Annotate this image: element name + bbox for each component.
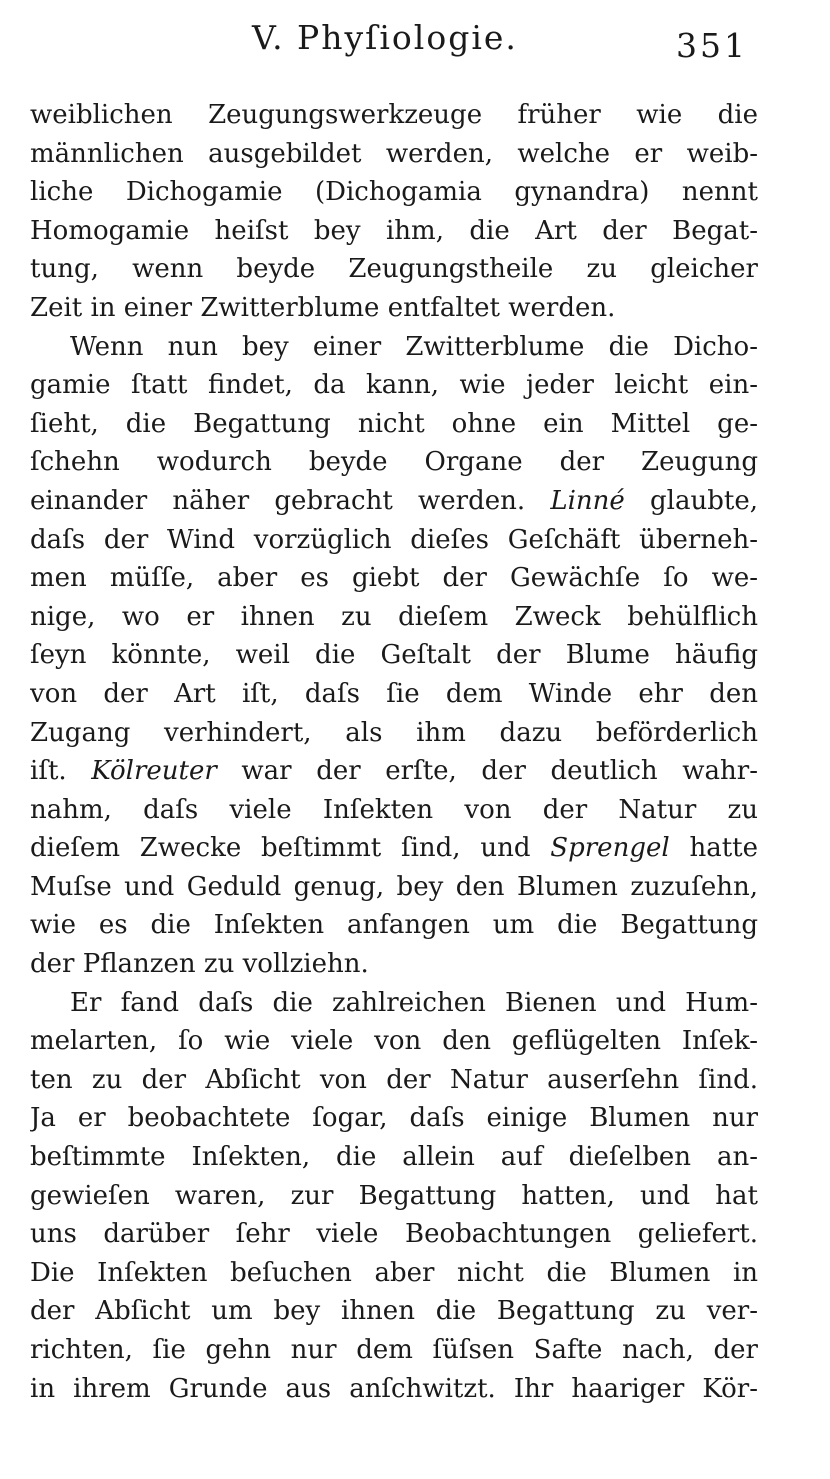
text-line: Er fand daſs die zahlreichen Bienen und Hum- bbox=[70, 987, 758, 1018]
text-line: gamie ſtatt findet, da kann, wie jeder leicht ein- bbox=[30, 370, 758, 401]
text-line: wie es die Inſekten anfangen um die Begattung bbox=[30, 910, 758, 941]
text-line: liche Dichogamie (Dichogamia gynandra) nennt bbox=[30, 177, 758, 208]
text-line: ſieht, die Begattung nicht ohne ein Mittel ge- bbox=[30, 408, 758, 439]
text-line bbox=[30, 752, 758, 791]
text-line: melarten, ſo wie viele von den geflügelten Inſek- bbox=[30, 1026, 758, 1057]
line-text: einander näher gebracht werden. bbox=[30, 485, 551, 516]
text-line: richten, ſie gehn nur dem ſüſsen Safte nach, der bbox=[30, 1335, 758, 1365]
paragraph-3 bbox=[30, 984, 758, 1409]
text-line: ten zu der Abſicht von der Natur auserſehn ſind. bbox=[30, 1064, 758, 1095]
text-line: Ja er beobachtete ſogar, daſs einige Blumen nur bbox=[30, 1103, 758, 1134]
text-line: gewieſen waren, zur Begattung hatten, und hat bbox=[30, 1180, 758, 1211]
text-line bbox=[30, 482, 758, 521]
text-line bbox=[30, 829, 758, 868]
line-text: hatte bbox=[669, 833, 758, 864]
text-line: daſs der Wind vorzüglich dieſes Geſchäft überneh- bbox=[30, 524, 758, 555]
person-name-koelreuter: Kölreuter bbox=[91, 756, 217, 787]
line-text: glaubte, bbox=[624, 485, 758, 516]
text-line: von der Art iſt, daſs ſie dem Winde ehr den bbox=[30, 678, 758, 709]
line-text: war der erſte, der deutlich wahr- bbox=[216, 756, 758, 787]
text-line: Zeit in einer Zwitterblume entfaltet werden. bbox=[30, 292, 616, 323]
text-line: ſeyn könnte, weil die Geſtalt der Blume häufig bbox=[30, 640, 758, 671]
paragraph-1 bbox=[30, 96, 758, 328]
text-line: in ihrem Grunde aus anſchwitzt. Ihr haariger Kör- bbox=[30, 1373, 758, 1404]
text-line: der Abſicht um bey ihnen die Begattung zu ver- bbox=[30, 1296, 758, 1327]
text-line: Wenn nun bey einer Zwitterblume die Dicho- bbox=[70, 331, 758, 362]
person-name-sprengel: Sprengel bbox=[550, 833, 670, 864]
text-line: nige, wo er ihnen zu dieſem Zweck behülflich bbox=[30, 601, 758, 632]
running-title: V. Phyſiologie. bbox=[252, 18, 518, 57]
text-line: beſtimmte Inſekten, die allein auf dieſelben an- bbox=[30, 1142, 758, 1173]
paragraph-2 bbox=[30, 328, 758, 984]
text-line: weiblichen Zeugungswerkzeuge früher wie die bbox=[30, 100, 758, 130]
person-name-linne: Linné bbox=[550, 485, 625, 516]
text-line: nahm, daſs viele Inſekten von der Natur zu bbox=[30, 794, 758, 825]
text-line: Homogamie heiſst bey ihm, die Art der Begat- bbox=[30, 215, 758, 246]
text-line: ſchehn wodurch beyde Organe der Zeugung bbox=[30, 447, 758, 478]
text-line: der Pflanzen zu vollziehn. bbox=[30, 949, 369, 980]
text-line: Zugang verhindert, als ihm dazu beförderlich bbox=[30, 717, 758, 748]
body-text bbox=[30, 96, 758, 1408]
line-text: iſt. bbox=[30, 756, 92, 787]
text-line: uns darüber ſehr viele Beobachtungen geliefert. bbox=[30, 1219, 758, 1250]
page-number: 351 bbox=[676, 26, 748, 65]
text-line: men müſſe, aber es giebt der Gewächſe ſo we- bbox=[30, 563, 758, 594]
text-line: tung, wenn beyde Zeugungstheile zu gleicher bbox=[30, 254, 758, 285]
text-line: Die Inſekten beſuchen aber nicht die Blumen in bbox=[30, 1257, 758, 1288]
text-line: Muſse und Geduld genug, bey den Blumen zuzuſehn, bbox=[30, 871, 758, 902]
text-line: männlichen ausgebildet werden, welche er weib- bbox=[30, 138, 758, 169]
line-text: dieſem Zwecke beſtimmt ſind, und bbox=[30, 833, 551, 864]
page-header bbox=[0, 18, 830, 68]
